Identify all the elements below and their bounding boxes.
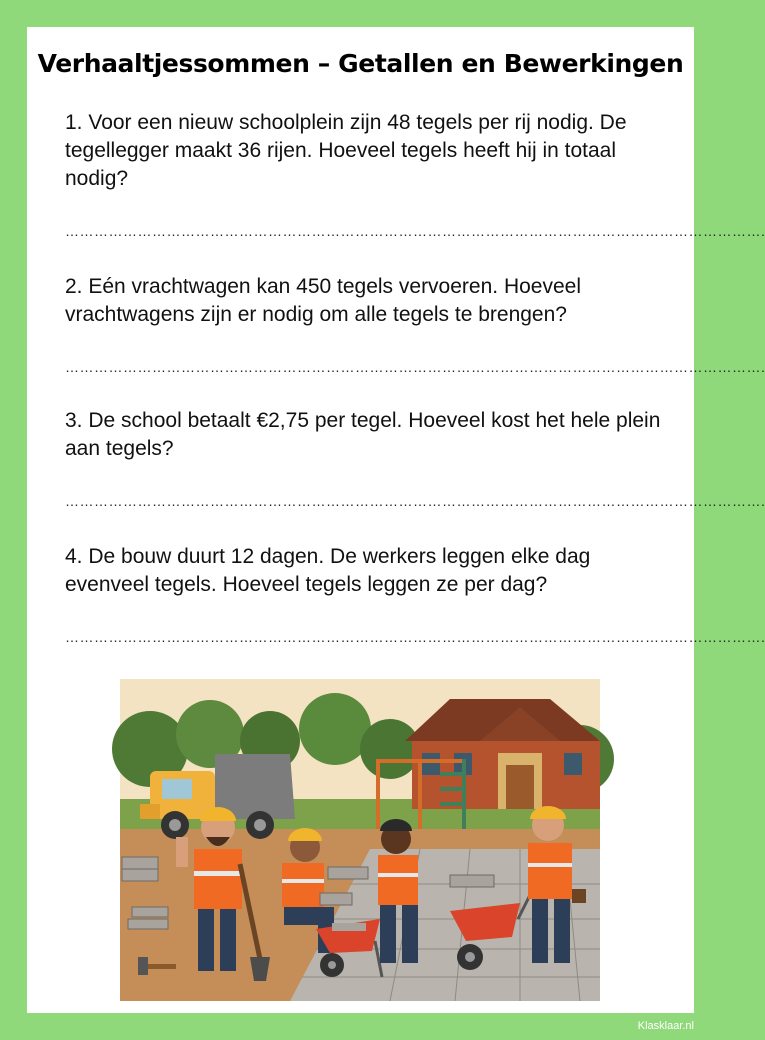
- answer-line-2: ……………………………………………………………………………………………………………………………….: [65, 359, 765, 375]
- answer-line-4: ……………………………………………………………………………………………………………………………….: [65, 629, 765, 645]
- construction-illustration: [120, 679, 600, 1001]
- question-4: 4. De bouw duurt 12 dagen. De werkers leggen elke dag evenveel tegels. Hoeveel tegels leggen ze per dag?: [65, 545, 591, 596]
- footer-credit: Klasklaar.nl: [637, 1020, 694, 1032]
- worksheet-title: Verhaaltjessommen – Getallen en Bewerkingen: [37, 49, 684, 78]
- answer-line-3: ……………………………………………………………………………………………………………………………….: [65, 493, 765, 509]
- question-2: 2. Eén vrachtwagen kan 450 tegels vervoeren. Hoeveel vrachtwagens zijn er nodig om alle tegels te brengen?: [65, 275, 581, 326]
- answer-line-1: ……………………………………………………………………………………………………………………………….: [65, 223, 765, 239]
- question-1: 1. Voor een nieuw schoolplein zijn 48 tegels per rij nodig. De tegellegger maakt 36 rijen. Hoeveel tegels heeft hij in totaal nodig?: [65, 111, 627, 190]
- worksheet-page: [27, 27, 765, 1013]
- question-3: 3. De school betaalt €2,75 per tegel. Hoeveel kost het hele plein aan tegels?: [65, 409, 661, 460]
